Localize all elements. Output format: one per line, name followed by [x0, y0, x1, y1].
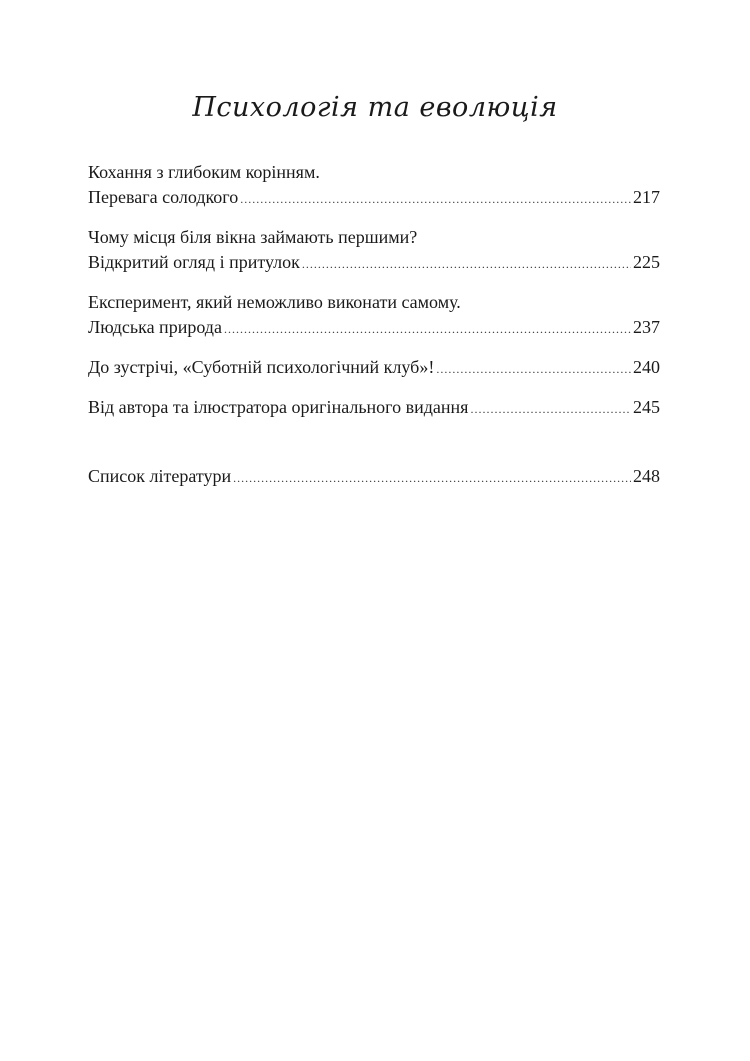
- toc-entry[interactable]: [88, 355, 660, 382]
- toc-entry-page-number: 240: [633, 357, 660, 377]
- toc-entry[interactable]: [88, 464, 660, 491]
- toc-entry-page-number: 217: [633, 187, 660, 207]
- toc-entry-leader-line: [88, 315, 660, 342]
- toc-entry[interactable]: [88, 160, 660, 212]
- toc-entry-leader-line: [88, 185, 660, 212]
- toc-entry-title-line1: Чому місця біля вікна займають першими?: [88, 227, 418, 247]
- toc-entry-title-line2: Перевага солодкого: [88, 187, 239, 207]
- toc-entry-title-line1: Експеримент, який неможливо виконати самому.: [88, 292, 461, 312]
- section-title: Психологія та еволюція: [192, 92, 558, 123]
- toc-entry-title: До зустрічі, «Суботній психологічний клуб»!: [88, 357, 435, 377]
- dot-leader: [233, 466, 631, 491]
- dot-leader: [240, 187, 631, 212]
- toc-entry-page-number: 248: [633, 466, 660, 486]
- toc-entry-title-line2: Відкритий огляд і притулок: [88, 252, 300, 272]
- dot-leader: [224, 317, 631, 342]
- toc-entry-leader-line: [88, 464, 660, 491]
- table-of-contents: [88, 160, 660, 491]
- dot-leader: [436, 357, 631, 382]
- dot-leader: [470, 397, 631, 422]
- toc-entry-leader-line: [88, 250, 660, 277]
- toc-entry[interactable]: [88, 290, 660, 342]
- toc-entry-title-line2: Людська природа: [88, 317, 222, 337]
- toc-entry-title-line1: Кохання з глибоким корінням.: [88, 162, 320, 182]
- dot-leader: [302, 252, 631, 277]
- toc-entry-page-number: 225: [633, 252, 660, 272]
- toc-entry-page-number: 245: [633, 397, 660, 417]
- toc-entry-leader-line: [88, 355, 660, 382]
- toc-entry[interactable]: [88, 225, 660, 277]
- toc-entry-title: Список літератури: [88, 466, 232, 486]
- toc-entry-title: Від автора та ілюстратора оригінального видання: [88, 397, 469, 417]
- toc-entry-leader-line: [88, 395, 660, 422]
- toc-entry-page-number: 237: [633, 317, 660, 337]
- toc-entry[interactable]: [88, 395, 660, 422]
